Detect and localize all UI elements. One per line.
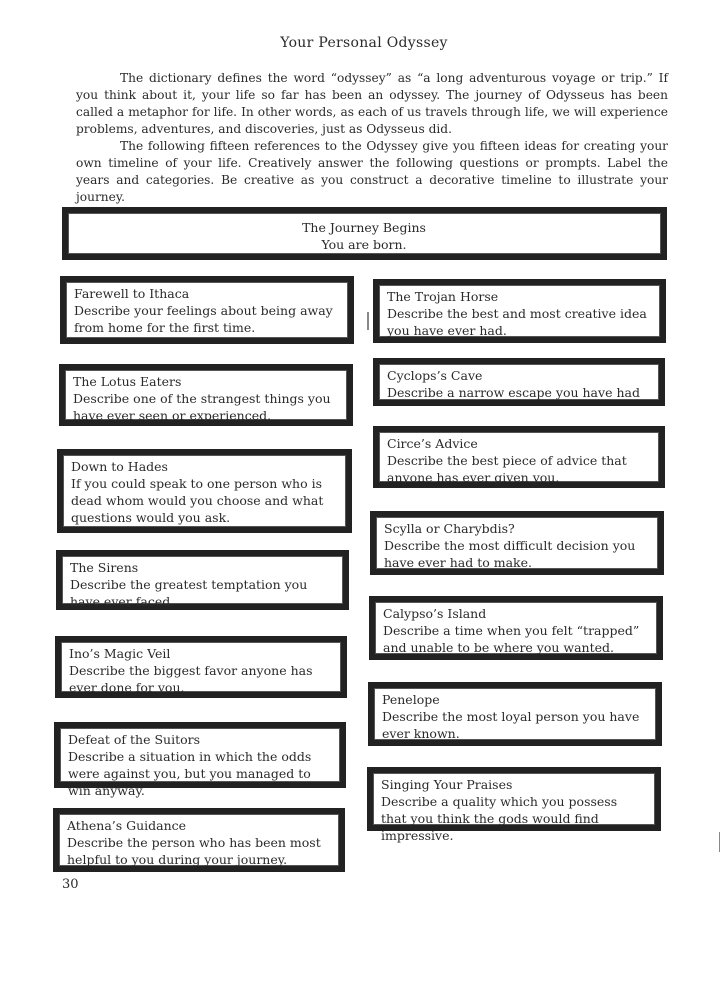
prompt-box-circes-advice bbox=[373, 426, 665, 488]
prompt-box-lotus-eaters bbox=[59, 364, 353, 426]
box-prompt: Describe a time when you felt “trapped” and unable to be where you wanted. bbox=[383, 623, 640, 655]
box-prompt: Describe the most loyal person you have ever known. bbox=[382, 709, 640, 741]
box-prompt: Describe one of the strangest things you have ever seen or experienced. bbox=[73, 391, 331, 423]
prompt-box-athenas-guidance bbox=[53, 808, 345, 872]
prompt-box-penelope bbox=[368, 682, 662, 746]
page-number: 30 bbox=[62, 877, 79, 892]
scan-mark bbox=[719, 832, 720, 852]
box-title: Penelope bbox=[382, 692, 440, 707]
intro-paragraph-2: The following fifteen references to the Odyssey give you fifteen ideas for creating your own timeline of your life. Creatively answer the following questions or prompts. Label the years and categories. Be creative as you construct a decorative timeline to illustrate your journey. bbox=[76, 139, 668, 204]
box-title: The Lotus Eaters bbox=[73, 374, 182, 389]
box-prompt: Describe your feelings about being away from home for the first time. bbox=[74, 303, 333, 335]
box-title: Defeat of the Suitors bbox=[68, 732, 201, 747]
intro-text bbox=[76, 70, 668, 206]
box-prompt: Describe a narrow escape you have had bbox=[387, 385, 640, 400]
box-title: Down to Hades bbox=[71, 459, 168, 474]
box-title: The Sirens bbox=[70, 560, 139, 575]
box-title: Ino’s Magic Veil bbox=[69, 646, 171, 661]
prompt-box-inos-magic-veil bbox=[55, 636, 347, 698]
box-title: Farewell to Ithaca bbox=[74, 286, 190, 301]
prompt-box-singing-your-praises bbox=[367, 767, 661, 843]
prompt-box-calypsos-island bbox=[369, 596, 663, 660]
prompt-box-defeat-of-suitors bbox=[54, 722, 346, 798]
intro-paragraph-1: The dictionary defines the word “odyssey” as “a long adventurous voyage or trip.” If you think about it, your life so far has been an odyssey. The journey of Odysseus has been called a metaphor for life. In other words, as each of us travels through life, we will experience problems, adventures, and discoveries, just as Odysseus did. bbox=[76, 71, 668, 136]
box-subtitle: You are born. bbox=[321, 237, 407, 252]
prompt-box-trojan-horse bbox=[373, 279, 666, 343]
scan-mark bbox=[367, 312, 369, 330]
box-title: Calypso’s Island bbox=[383, 606, 487, 621]
prompt-box-down-to-hades bbox=[57, 449, 352, 533]
box-prompt: Describe a situation in which the odds were against you, but you managed to win anyway. bbox=[68, 749, 312, 798]
box-prompt: Describe the biggest favor anyone has ever done for you. bbox=[69, 663, 313, 695]
box-title: Cyclops’s Cave bbox=[387, 368, 483, 383]
prompt-box-cyclops-cave bbox=[373, 358, 665, 406]
box-prompt: Describe the most difficult decision you have ever had to make. bbox=[384, 538, 636, 570]
prompt-box-scylla-or-charybdis bbox=[370, 511, 664, 575]
box-title: Circe’s Advice bbox=[387, 436, 478, 451]
box-prompt: Describe the best piece of advice that anyone has ever given you. bbox=[387, 453, 627, 485]
box-prompt: Describe the person who has been most helpful to you during your journey. bbox=[67, 835, 321, 867]
prompt-box-farewell-to-ithaca bbox=[60, 276, 354, 344]
prompt-box-sirens bbox=[56, 550, 349, 610]
box-prompt: Describe the greatest temptation you have ever faced. bbox=[70, 577, 308, 609]
box-prompt: If you could speak to one person who is dead whom would you choose and what questions would you ask. bbox=[71, 476, 324, 525]
box-title: The Trojan Horse bbox=[387, 289, 499, 304]
box-prompt: Describe the best and most creative idea you have ever had. bbox=[387, 306, 647, 338]
journey-begins-box bbox=[62, 207, 667, 260]
box-title: Scylla or Charybdis? bbox=[384, 521, 515, 536]
box-prompt: Describe a quality which you possess that you think the gods would find impressive. bbox=[381, 794, 618, 843]
page-title: Your Personal Odyssey bbox=[280, 35, 448, 51]
box-title: Athena’s Guidance bbox=[67, 818, 187, 833]
box-title: Singing Your Praises bbox=[381, 777, 513, 792]
box-title: The Journey Begins bbox=[302, 220, 426, 235]
